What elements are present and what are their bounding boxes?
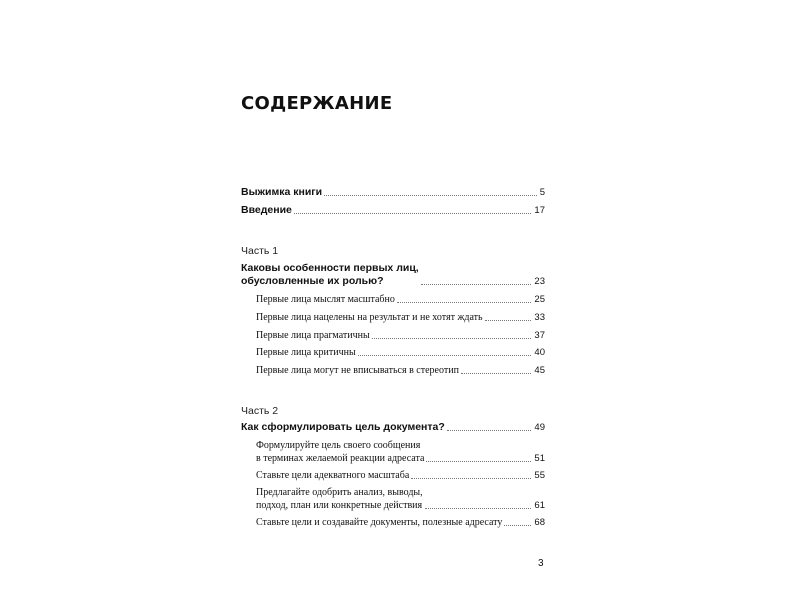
dot-leader (425, 508, 532, 509)
toc-entry-page: 25 (534, 294, 545, 305)
toc-entry-title: Первые лица мыслят масштабно (256, 294, 395, 305)
dot-leader (504, 525, 531, 526)
dot-leader (485, 320, 532, 321)
toc-entry-title: Как сформулировать цель документа? (241, 421, 445, 433)
page-number: 3 (538, 558, 544, 569)
toc-entry-page: 33 (534, 312, 545, 323)
dot-leader (372, 338, 532, 339)
toc-entry-title: Ставьте цели адекватного масштаба (256, 470, 410, 481)
dot-leader (426, 461, 531, 462)
toc-subentry[interactable] (256, 486, 545, 512)
toc-entry-title: Выжимка книги (241, 186, 323, 198)
toc-entry-page: 17 (534, 205, 545, 216)
toc-entry-title: Первые лица прагматичны (256, 330, 370, 341)
toc-entry-page: 45 (534, 365, 545, 376)
toc-subentry[interactable] (256, 346, 545, 359)
dot-leader (421, 284, 532, 285)
toc-entry-page: 23 (534, 276, 545, 287)
toc-subentry[interactable] (256, 311, 545, 324)
toc-entry-page: 40 (534, 347, 545, 358)
toc-entry-page: 51 (534, 453, 545, 464)
toc-entry-page: 61 (534, 500, 545, 511)
dot-leader (294, 213, 532, 214)
toc-entry-page: 68 (534, 517, 545, 528)
toc-subentry[interactable] (256, 469, 545, 482)
toc-entry-title: Первые лица нацелены на результат и не хотят ждать (256, 312, 483, 323)
toc-entry-title: Каковы особенности первых лиц, обусловленные их ролью? (241, 262, 419, 287)
toc-entry-title: Формулируйте цель своего сообщения в терминах желаемой реакции адресата (256, 440, 425, 464)
toc-entry-page: 49 (534, 422, 545, 433)
toc-entry-page: 37 (534, 330, 545, 341)
dot-leader (358, 355, 532, 356)
toc-part-title[interactable] (241, 421, 545, 434)
toc-subentry[interactable] (256, 364, 545, 377)
toc-entry-title: Предлагайте одобрить анализ, выводы, подход, план или конкретные действия (256, 487, 423, 511)
toc-entry-title: Первые лица критичны (256, 347, 356, 358)
page-title: СОДЕРЖАНИЕ (241, 93, 393, 114)
part-label: Часть 1 (241, 245, 279, 257)
toc-entry-title: Введение (241, 204, 292, 216)
dot-leader (397, 302, 532, 303)
toc-subentry[interactable] (256, 516, 545, 529)
toc-entry-introduction[interactable] (241, 204, 545, 217)
toc-part-title[interactable] (241, 262, 545, 288)
dot-leader (461, 373, 531, 374)
dot-leader (447, 430, 532, 431)
toc-entry-summary[interactable] (241, 186, 545, 199)
toc-subentry[interactable] (256, 293, 545, 306)
toc-entry-title: Первые лица могут не вписываться в стереотип (256, 365, 459, 376)
toc-entry-title: Ставьте цели и создавайте документы, полезные адресату (256, 517, 503, 528)
toc-subentry[interactable] (256, 329, 545, 342)
toc-entry-page: 55 (534, 470, 545, 481)
part-label: Часть 2 (241, 405, 279, 417)
toc-subentry[interactable] (256, 439, 545, 465)
dot-leader (324, 195, 537, 196)
toc-entry-page: 5 (539, 187, 545, 198)
dot-leader (411, 478, 531, 479)
